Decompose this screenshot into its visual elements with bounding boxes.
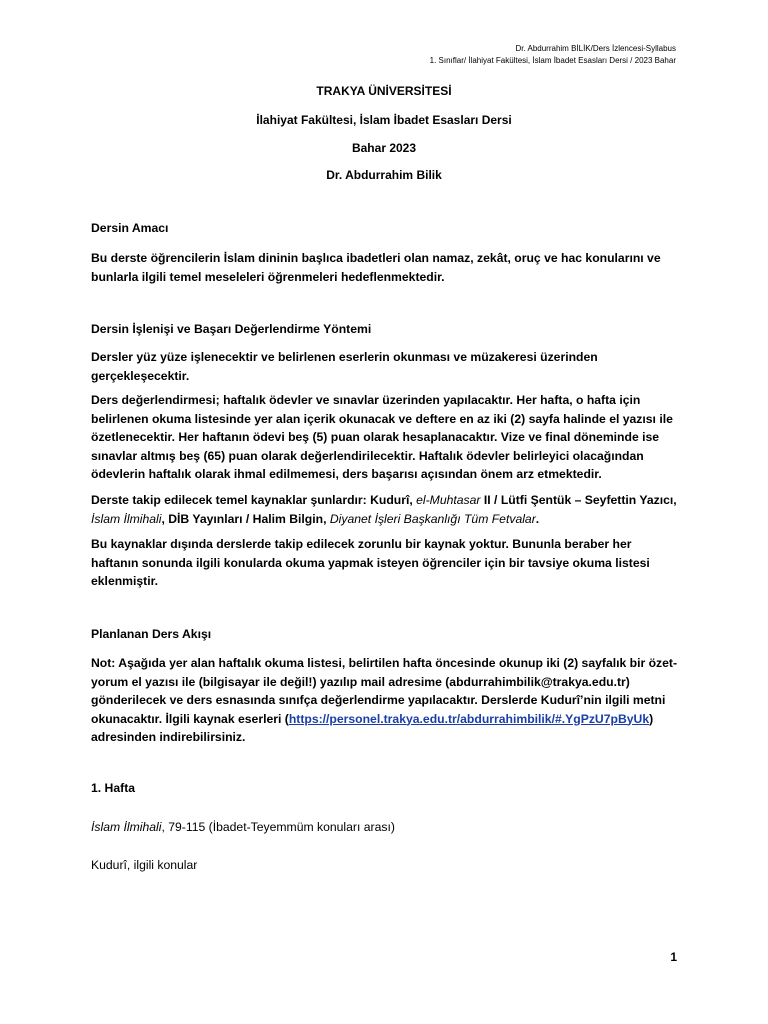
method-heading: Dersin İşlenişi ve Başarı Değerlendirme Yöntemi [91, 322, 372, 336]
sources-intro: Derste takip edilecek temel kaynaklar şunlardır: Kudurî, [91, 493, 417, 507]
method-paragraph-2 [91, 391, 679, 484]
plan-note-post: ) adresinden indirebilirsiniz. [91, 711, 654, 744]
university-title: TRAKYA ÜNİVERSİTESİ [316, 84, 452, 98]
week-1-reading-rest: , 79-115 (İbadet-Teyemmüm konuları arası) [161, 820, 395, 834]
page-number: 1 [670, 950, 677, 964]
aim-paragraph [91, 249, 679, 286]
running-header [430, 43, 676, 67]
sources-book-3: Diyanet İşleri Başkanlığı Tüm Fetvalar [329, 511, 536, 526]
week-1-reading-title: İslam İlmihali [91, 820, 162, 834]
week-1-reading [91, 818, 679, 837]
plan-heading: Planlanan Ders Akışı [91, 627, 212, 641]
aim-heading: Dersin Amacı [91, 221, 169, 235]
aim-text: Bu derste öğrencilerin İslam dininin başlıca ibadetleri olan namaz, zekât, oruç ve hac konularını ve bunlarla ilgili temel meseleleri öğrenmeleri hedeflenmektedir. [91, 251, 661, 284]
method-p1: Dersler yüz yüze işlenecektir ve belirlenen eserlerin okunması ve müzakeresi üzerinden gerçekleşecektir. [91, 350, 598, 383]
plan-note-paragraph [91, 654, 679, 747]
method-paragraph-4 [91, 535, 679, 591]
method-p4: Bu kaynaklar dışında derslerde takip edilecek zorunlu bir kaynak yoktur. Bununla beraber her haftanın sonunda ilgili konularda okuma yapmak isteyen öğrenciler için bir tavsiye okuma listesi eklenmiştir. [91, 537, 650, 588]
method-p2: Ders değerlendirmesi; haftalık ödevler ve sınavlar üzerinden yapılacaktır. Her hafta, o hafta için belirlenen okuma listesinde yer alan içerik okunacak ve deftere en az iki (2) sayfa halinde el yazısı ile özetlenecektir. Her haftanın ödevi beş (5) puan olarak hesaplanacaktır. Vize ve final döneminde ise sınavlar altmış beş (65) puan olarak değerlendirilecektir. Haftalık ödevler belirleyici olacağından ödevlerin haftalık olarak ihmal edilmemesi, ders başarısı açısından önem arz etmektedir. [91, 393, 673, 481]
header-line-2: 1. Sınıflar/ İlahiyat Fakültesi, İslam İbadet Esasları Dersi / 2023 Bahar [429, 56, 676, 65]
week-1-heading: 1. Hafta [91, 781, 136, 795]
sources-mid-1: II / Lütfi Şentük – Seyfettin Yazıcı, [480, 493, 677, 507]
method-paragraph-1 [91, 348, 679, 385]
sources-book-1: el-Muhtasar [416, 493, 481, 507]
faculty-course-title: İlahiyat Fakültesi, İslam İbadet Esasları Dersi [256, 113, 512, 127]
term-title: Bahar 2023 [351, 141, 417, 155]
header-line-1: Dr. Abdurrahim BİLİK/Ders İzlencesi-Syllabus [515, 44, 676, 53]
week-1-kuduri-text: Kudurî, ilgili konular [91, 858, 198, 872]
sources-mid-2: , DİB Yayınları / Halim Bilgin, [161, 511, 330, 526]
week-1-kuduri [91, 856, 679, 875]
sources-end: . [535, 511, 540, 526]
sources-book-2: İslam İlmihali [91, 511, 162, 526]
sources-paragraph [91, 491, 679, 528]
instructor-title: Dr. Abdurrahim Bilik [326, 168, 442, 182]
plan-note-pre: Not: Aşağıda yer alan haftalık okuma listesi, belirtilen hafta öncesinde okunup iki (2) sayfalık bir özet-yorum el yazısı ile (bilgisayar ile değil!) yazılıp mail adresime (abdurrahimbilik@trakya.edu.tr) gönderilecek ve ders esnasında sınıfça değerlendirme yapılacaktır. Derslerde Kudurî’nin ilgili metni okunacaktır. İlgili kaynak eserleri ( [91, 656, 678, 726]
resource-link[interactable]: https://personel.trakya.edu.tr/abdurrahimbilik/#.YgPzU7pByUk [288, 711, 650, 726]
